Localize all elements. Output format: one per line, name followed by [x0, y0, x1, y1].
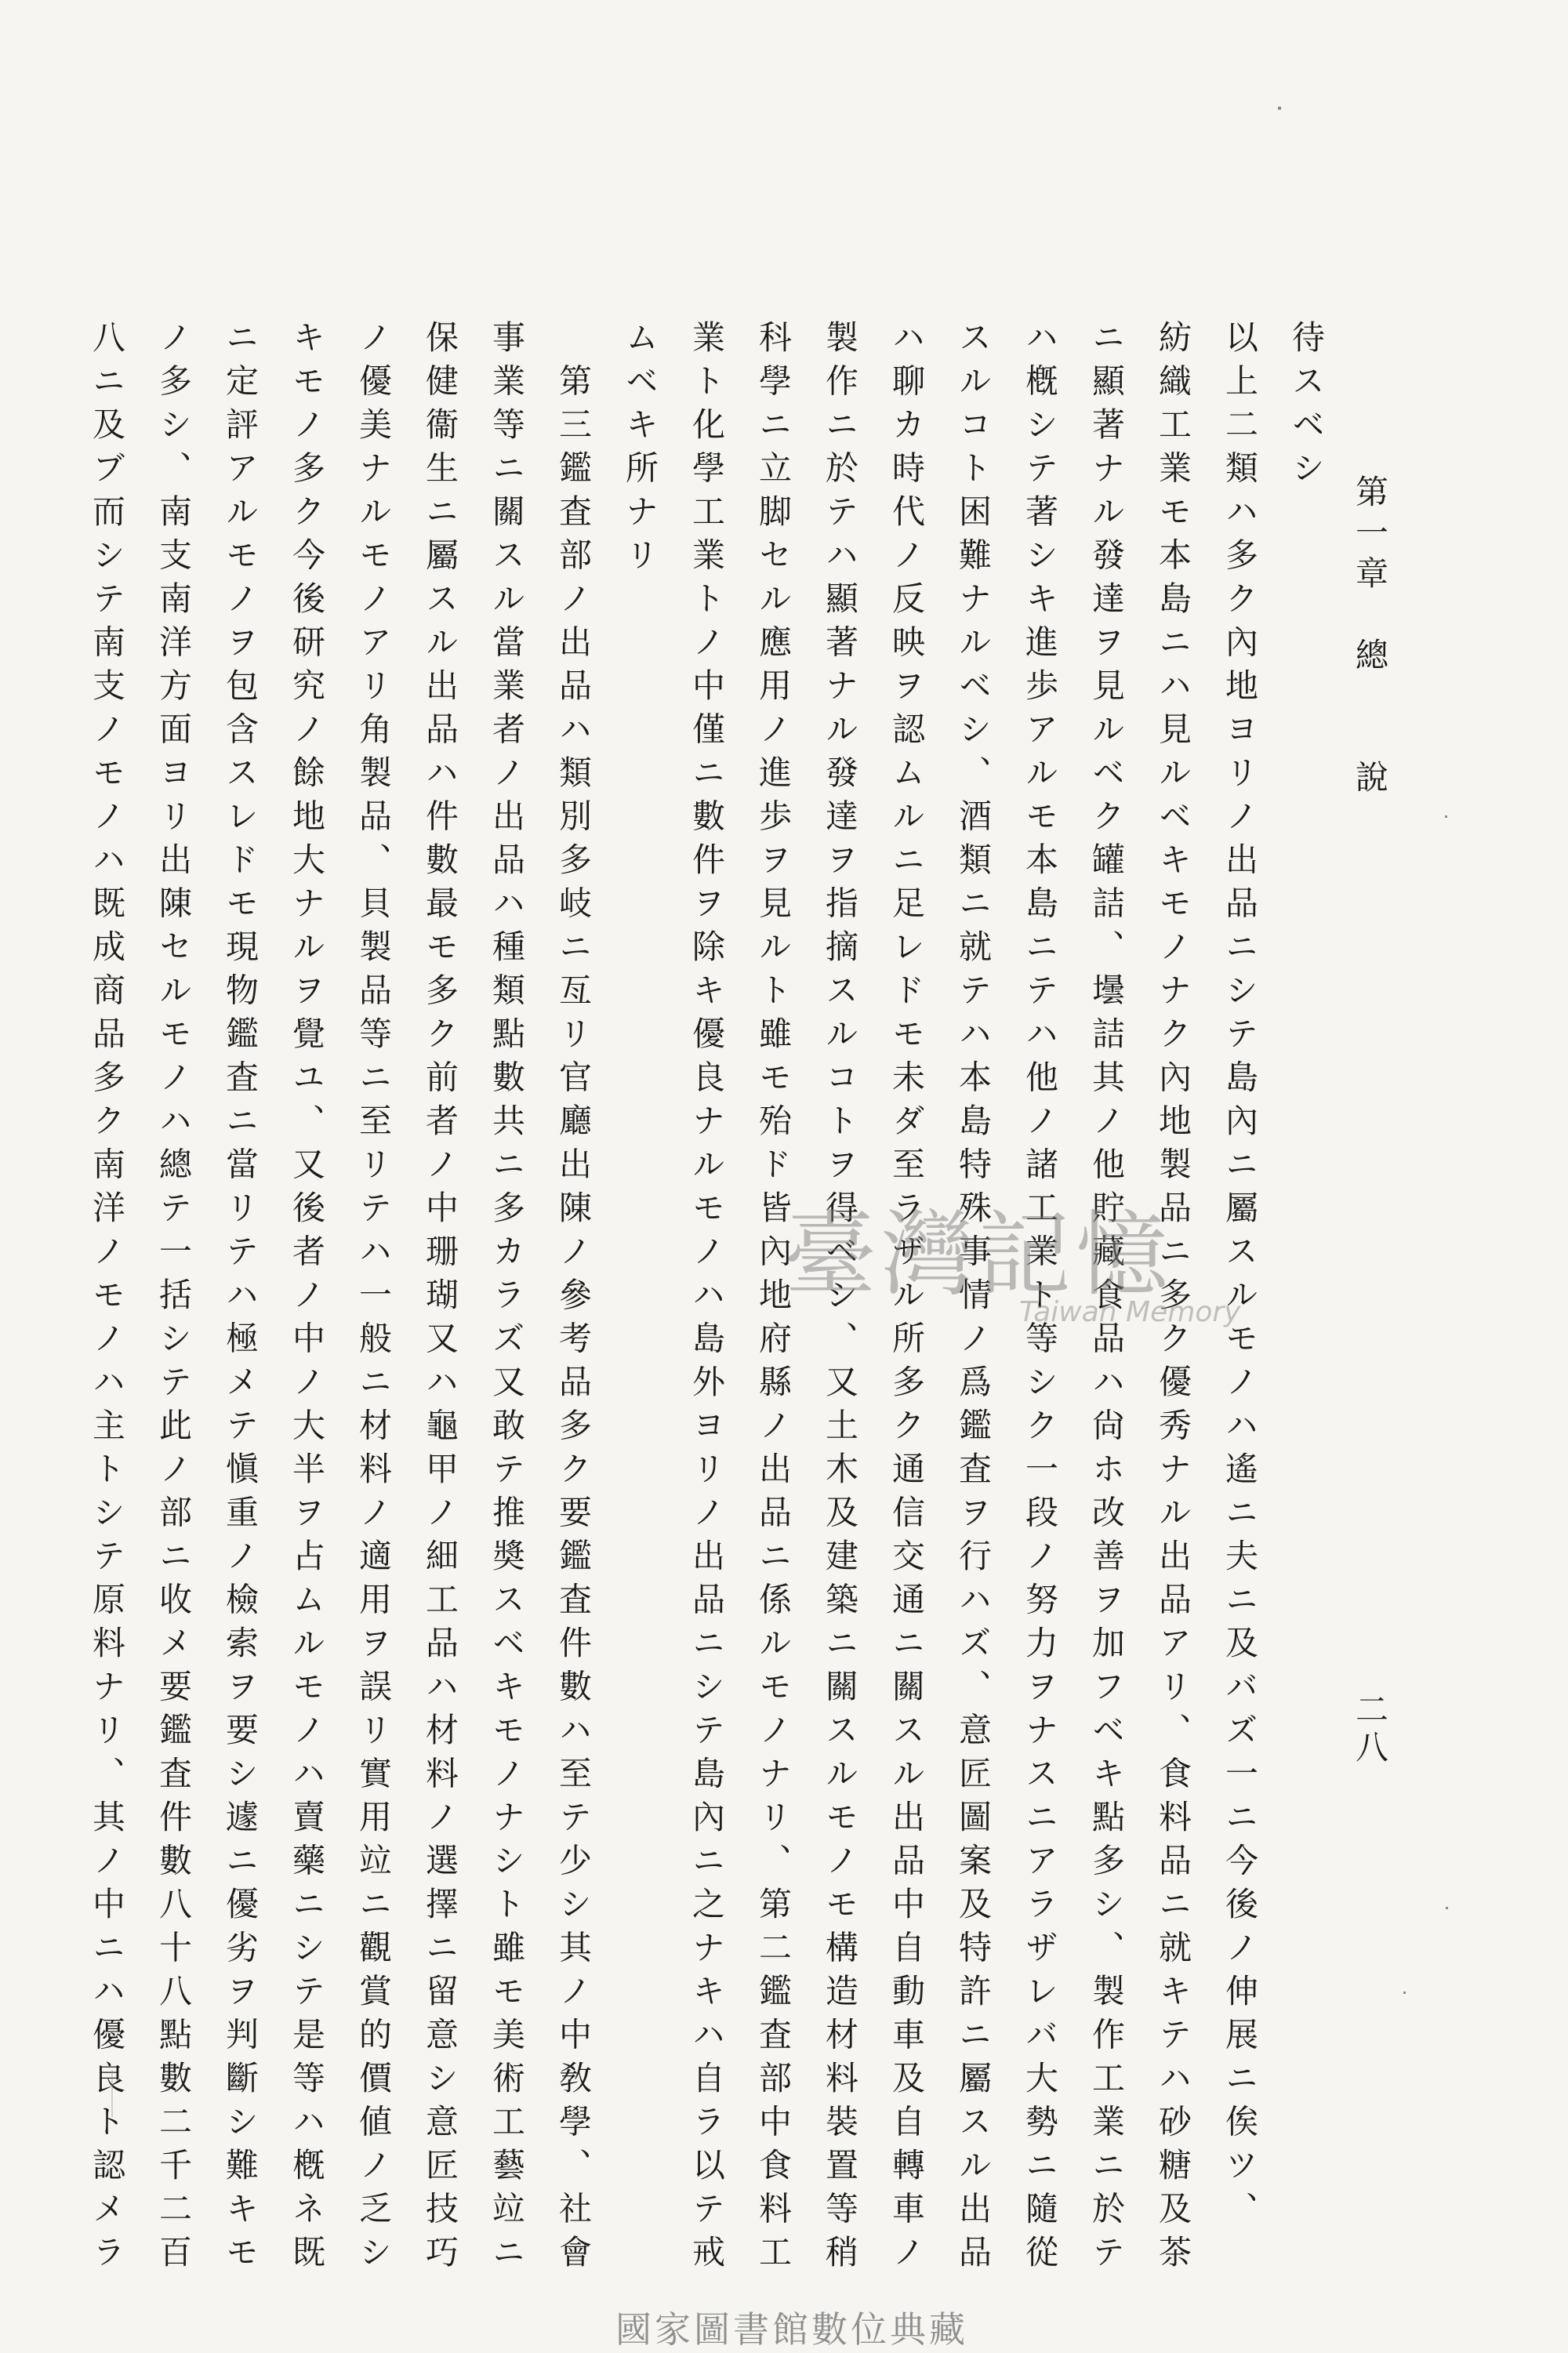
- text-column: 事業等ニ關スル當業者ノ出品ハ種類點數共ニ多カラズ又敢テ推奬スベキモノナシト雖モ美術工藝竝ニ: [488, 320, 526, 2279]
- watermark-subtitle: Taiwan Memory: [1019, 1296, 1241, 1328]
- text-column: 以上二類ハ多ク內地ヨリノ出品ニシテ島內ニ屬スルモノハ遙ニ夫ニ及バズ一ニ今後ノ伸展ニ俟ツ、: [1221, 320, 1259, 2235]
- page-number: 二八: [1351, 1692, 1389, 1767]
- scan-speck: [1403, 1992, 1406, 1994]
- text-column: ハ聊カ時代ノ反映ヲ認ムルニ足レドモ未ダ至ラザル所多ク通信交通ニ關スル出品中自動車及自轉車ノ: [887, 320, 926, 2279]
- text-column: ニ定評アルモノヲ包含スレドモ現物鑑査ニ當リテハ極メテ愼重ノ檢索ヲ要シ遽ニ優劣ヲ判斷シ難キモ: [221, 320, 260, 2279]
- text-column: 八ニ及ブ而シテ南支ノモノハ既成商品多ク南洋ノモノハ主トシテ原料ナリ、其ノ中ニハ優良ト認メラ: [88, 320, 126, 2279]
- scan-speck: [1445, 815, 1447, 818]
- text-column: 保健衞生ニ屬スル出品ハ件數最モ多ク前者ノ中珊瑚又ハ龜甲ノ細工品ハ材料ノ選擇ニ留意シ意匠技巧: [421, 320, 459, 2279]
- text-column: ノ多シ、南支南洋方面ヨリ出陳セルモノハ總テ一括シテ此ノ部ニ收メ要鑑査件數八十八點數二千二百: [154, 320, 193, 2279]
- watermark-text: 臺灣記憶: [784, 1200, 1174, 1309]
- chapter-heading: 第一章 總 說: [1351, 474, 1389, 801]
- footer-credit: 國家圖書館數位典藏: [615, 2308, 968, 2351]
- text-column: 第三鑑査部ノ出品ハ類別多岐ニ亙リ官廳出陳ノ參考品多ク要鑑査件數ハ至テ少シ其ノ中敎學、社會: [554, 320, 593, 2279]
- text-column: キモノ多ク今後研究ノ餘地大ナルヲ覺ユ、又後者ノ中ノ大半ヲ占ムルモノハ賣藥ニシテ是等ハ槪ネ既: [288, 320, 326, 2279]
- watermark-logo: [784, 1180, 1286, 1345]
- text-column: 紡織工業モ本島ニハ見ルベキモノナク內地製品ニ多ク優秀ナル出品アリ、食料品ニ就キテハ砂糖及茶: [1154, 320, 1192, 2279]
- text-column: ノ優美ナルモノアリ角製品、貝製品等ニ至リテハ一般ニ材料ノ適用ヲ誤リ實用竝ニ觀賞的價値ノ乏シ: [354, 320, 393, 2279]
- text-column: 業ト化學工業トノ中僅ニ數件ヲ除キ優良ナルモノハ島外ヨリノ出品ニシテ島內ニ之ナキハ自ラ以テ戒: [688, 320, 726, 2279]
- scan-speck: [1278, 107, 1281, 110]
- text-column: スルコト困難ナルベシ、酒類ニ就テハ本島特殊事情ノ爲鑑査ヲ行ハズ、意匠圖案及特許ニ屬スル出品: [954, 320, 993, 2279]
- text-column: 科學ニ立脚セル應用ノ進歩ヲ見ルト雖モ殆ド皆內地府縣ノ出品ニ係ルモノナリ、第二鑑査部中食料工: [754, 320, 793, 2279]
- scan-speck: [1446, 1907, 1448, 1909]
- text-column: ムベキ所ナリ: [621, 320, 659, 581]
- text-column: ニ顯著ナル發達ヲ見ルベク罐詰、壜詰其ノ他貯藏食品ハ尙ホ改善ヲ加フベキ點多シ、製作工業ニ於テ: [1087, 320, 1126, 2279]
- text-column: 製作ニ於テハ顯著ナル發達ヲ指摘スルコトヲ得ベシ、又土木及建築ニ關スルモノモ構造材料裝置等稍: [821, 320, 859, 2279]
- text-column: ハ槪シテ著シキ進歩アルモ本島ニテハ他ノ諸工業ト等シク一段ノ努力ヲナスニアラザレバ大勢ニ隨從: [1021, 320, 1059, 2279]
- text-column: 待スベシ: [1287, 320, 1326, 494]
- scan-speck: [111, 2070, 113, 2117]
